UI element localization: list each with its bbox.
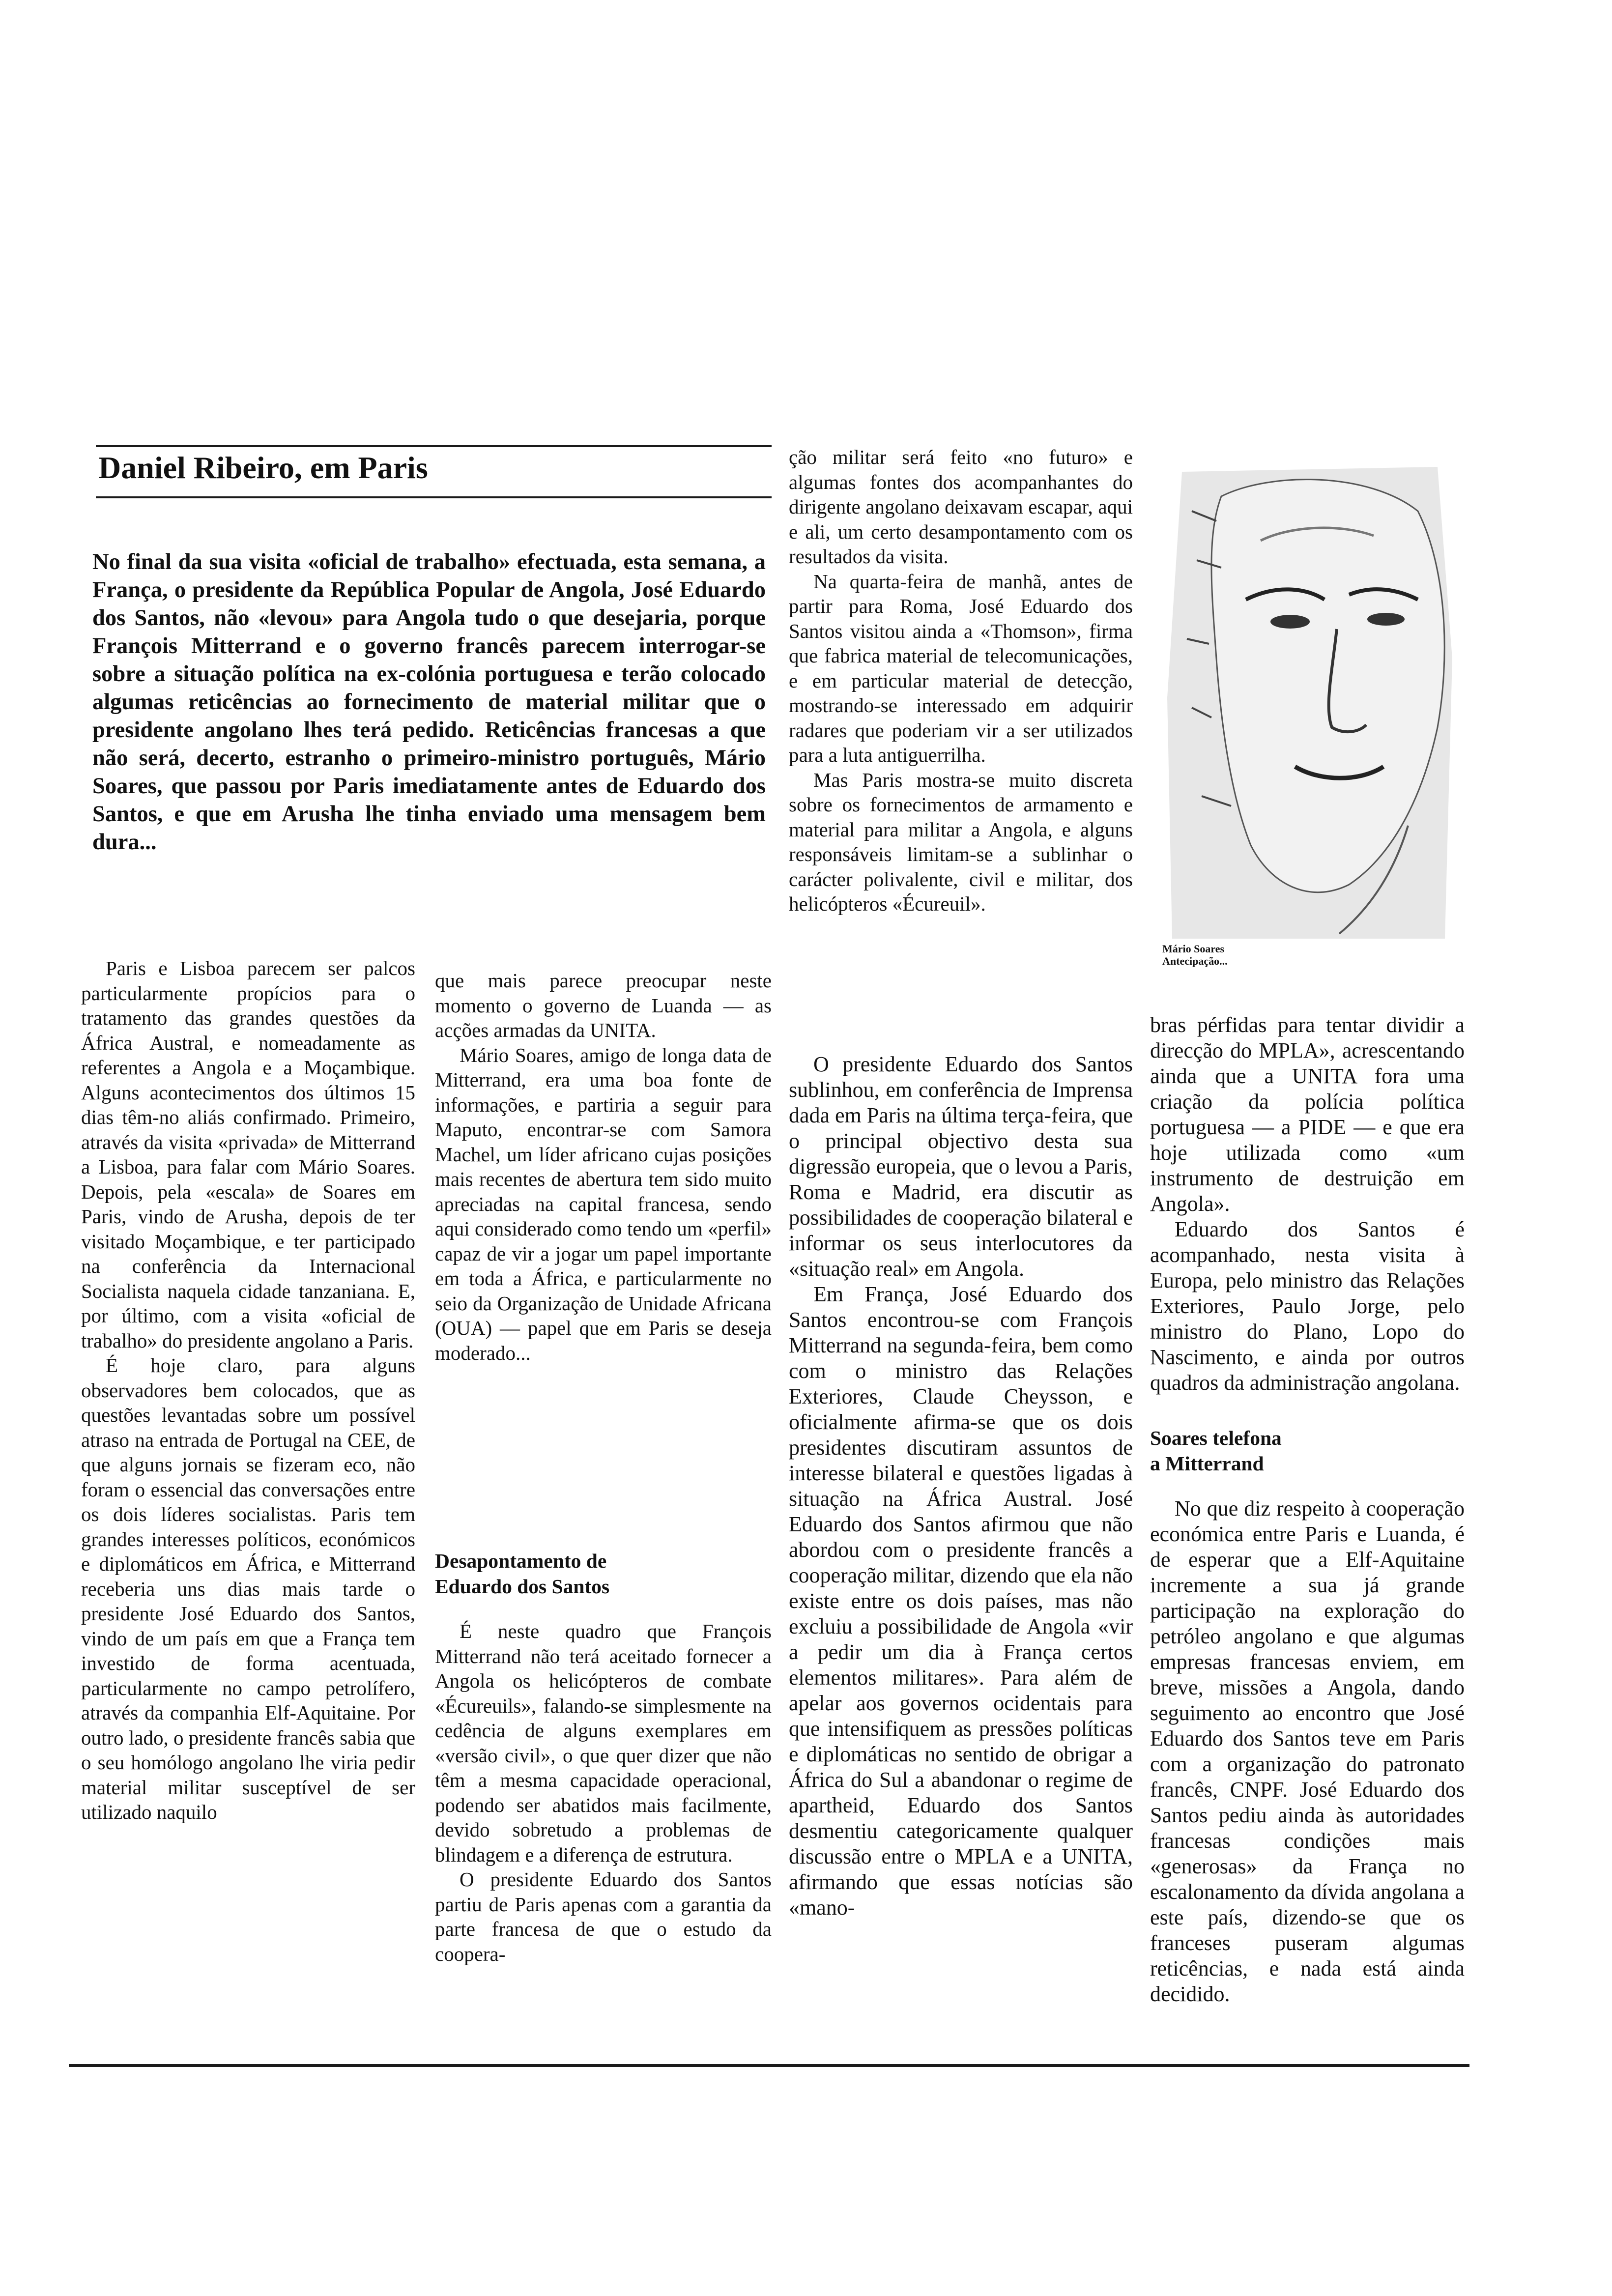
caption-name: Mário Soares [1162, 943, 1225, 955]
column-4 [1150, 1012, 1465, 2007]
col3-paragraph-3: Mas Paris mostra-se muito discreta sobre os fornecimentos de armamento e material para militar a Angola, e alguns responsáveis limitam-se a sublinhar o carácter polivalente, civil e militar, dos helicópteros «Écureuil». [789, 768, 1133, 915]
col2-paragraph-3: É neste quadro que François Mitterrand não terá aceitado fornecer a Angola os helicópteros de combate «Écureuils», falando-se simplesmente na cedência de alguns exemplares em «versão civil», o que quer dizer que não têm a mesma capacidade operacional, podendo ser abatidos mais facilmente, devido sobretudo a problemas de blindagem e a diferença de estrutura. [435, 1620, 772, 1866]
column-3 [789, 445, 1133, 917]
subhead2-line-2: a Mitterrand [1150, 1452, 1264, 1475]
col4-paragraph-3: No que diz respeito à cooperação económica entre Paris e Luanda, é de esperar que a Elf-Aquitaine incremente a sua já grande participação na exploração do petróleo angolano e que algumas empresas francesas enviem, em breve, missões a Angola, dando seguimento ao encontro que José Eduardo dos Santos teve em Paris com a organização do patronato francês, CNPF. José Eduardo dos Santos pediu ainda às autoridades francesas condições mais «generosas» da França no escalonamento da dívida angolana a este país, dizendo-se que os franceses puseram algumas reticências, e nada está ainda decidido. [1150, 1496, 1465, 2006]
lede [92, 548, 766, 856]
portrait-photo [1162, 452, 1460, 939]
col3-paragraph-5: Em França, José Eduardo dos Santos encontrou-se com François Mitterrand na segunda-feira, bem como com o ministro das Relações Exteriores, Claude Cheysson, e oficialmente afirma-se que os dois presidentes discutiram assuntos de interesse bilateral e questões ligadas à situação na África Austral. José Eduardo dos Santos afirmou que não abordou com o presidente francês a cooperação militar, dizendo que ela não existe entre os dois países, mas não excluiu a possibilidade de Angola «vir a pedir um dia à França certos elementos militares». Para além de apelar aos governos ocidentais para que intensifiquem as pressões políticas e diplomáticas no sentido de obrigar a África do Sul a abandonar o regime de apartheid, Eduardo dos Santos desmentiu categoricamente qualquer discussão entre o MPLA e a UNITA, afirmando que essas notícias são «mano- [789, 1282, 1133, 1920]
subhead-soares-telefona [1150, 1425, 1465, 1476]
col3-paragraph-1: ção militar será feito «no futuro» e algumas fontes dos acompanhantes do dirigente angolano deixavam escapar, aqui e ali, um certo desampontamento com os resultados da visita. [789, 446, 1133, 568]
lede-paragraph: No final da sua visita «oficial de trabalho» efectuada, esta semana, a França, o presidente da República Popular de Angola, José Eduardo dos Santos, não «levou» para Angola tudo o que desejaria, porque François Mitterrand e o governo francês parecem interrogar-se sobre a situação política na ex-colónia portuguesa e terão colocado algumas reticências ao fornecimento de material militar que o presidente angolano lhes terá pedido. Reticências francesas a que não será, decerto, estranho o primeiro-ministro português, Mário Soares, que passou por Paris imediatamente antes de Eduardo dos Santos, e que em Arusha lhe tinha enviado uma mensagem bem dura... [92, 549, 766, 855]
column-2 [435, 968, 772, 1365]
column-2-section [435, 1548, 772, 1966]
column-1 [81, 956, 415, 1825]
col1-paragraph-1: Paris e Lisboa parecem ser palcos particularmente propícios para o tratamento das grandes questões da África Austral, e nomeadamente as referentes a Angola e a Moçambique. Alguns acontecimentos dos últimos 15 dias têm-no aliás confirmado. Primeiro, através da visita «privada» de Mitterrand a Lisboa, para falar com Mário Soares. Depois, pela «escala» de Soares em Paris, vindo de Arusha, depois de ter visitado Moçambique, e ter participado na conferência da Internacional Socialista naquela cidade tanzaniana. E, por último, com a visita «oficial de trabalho» do presidente angolano a Paris. [81, 957, 415, 1352]
col4-paragraph-1: bras pérfidas para tentar dividir a direcção do MPLA», acrescentando ainda que a UNITA fora uma criação da polícia política portuguesa — a PIDE — e que era hoje utilizada como «um instrumento de destruição em Angola». [1150, 1013, 1465, 1216]
col2-paragraph-2: Mário Soares, amigo de longa data de Mitterrand, era uma boa fonte de informações, e partiria a seguir para Maputo, encontrar-se com Samora Machel, um líder africano cujas posições mais recentes de abertura tem sido muito apreciadas na capital francesa, sendo aqui considerado como tendo um «perfil» capaz de vir a jogar um papel importante em toda a África, e particularmente no seio da Organização de Unidade Africana (OUA) — papel que em Paris se deseja moderado... [435, 1043, 772, 1364]
subhead-desapontamento [435, 1548, 772, 1599]
top-rule [96, 445, 772, 447]
col2-paragraph-1: que mais parece preocupar neste momento o governo de Luanda — as acções armadas da UNITA. [435, 969, 772, 1041]
byline: Daniel Ribeiro, em Paris [98, 450, 428, 485]
col3-paragraph-4: O presidente Eduardo dos Santos sublinhou, em conferência de Imprensa dada em Paris na última terça-feira, que o principal objectivo desta sua digressão europeia, que o levou a Paris, Roma e Madrid, era discutir as possibilidades de cooperação bilateral e informar os seus interlocutores da «situação real» em Angola. [789, 1052, 1133, 1281]
subhead2-line-1: Soares telefona [1150, 1427, 1282, 1449]
col3-paragraph-2: Na quarta-feira de manhã, antes de partir para Roma, José Eduardo dos Santos visitou ainda a «Thomson», firma que fabrica material de telecomunicações, e em particular material de detecção, mostrando-se interessado em adquirir radares que poderiam vir a ser utilizados para a luta antiguerrilha. [789, 570, 1133, 766]
subhead-line-2: Eduardo dos Santos [435, 1575, 610, 1598]
column-3-wide [789, 1052, 1133, 1921]
col4-paragraph-2: Eduardo dos Santos é acompanhado, nesta visita à Europa, pelo ministro das Relações Exteriores, Paulo Jorge, pelo ministro do Plano, Lopo do Nascimento, e ainda por outros quadros da administração angolana. [1150, 1217, 1465, 1395]
subhead-line-1: Desapontamento de [435, 1550, 607, 1572]
col2-paragraph-4: O presidente Eduardo dos Santos partiu de Paris apenas com a garantia da parte francesa de que o estudo da coopera- [435, 1868, 772, 1965]
col1-paragraph-2: É hoje claro, para alguns observadores bem colocados, que as questões levantadas sobre um possível atraso na entrada de Portugal na CEE, de que alguns jornais se fizeram eco, não foram o essencial das conversações entre os dois líderes socialistas. Paris tem grandes interesses políticos, económicos e diplomáticos em África, e Mitterrand receberia uns dias mais tarde o presidente José Eduardo dos Santos, vindo de um país em que a França tem investido de forma acentuada, particularmente no campo petrolífero, através da companhia Elf-Aquitaine. Por outro lado, o presidente francês sabia que o seu homólogo angolano lhe viria pedir material militar susceptível de ser utilizado naquilo [81, 1354, 415, 1823]
photo-caption [1162, 943, 1359, 967]
byline-rule [96, 496, 772, 498]
portrait-image [1162, 452, 1460, 939]
bottom-rule [69, 2064, 1469, 2067]
caption-text: Antecipação... [1162, 955, 1228, 967]
